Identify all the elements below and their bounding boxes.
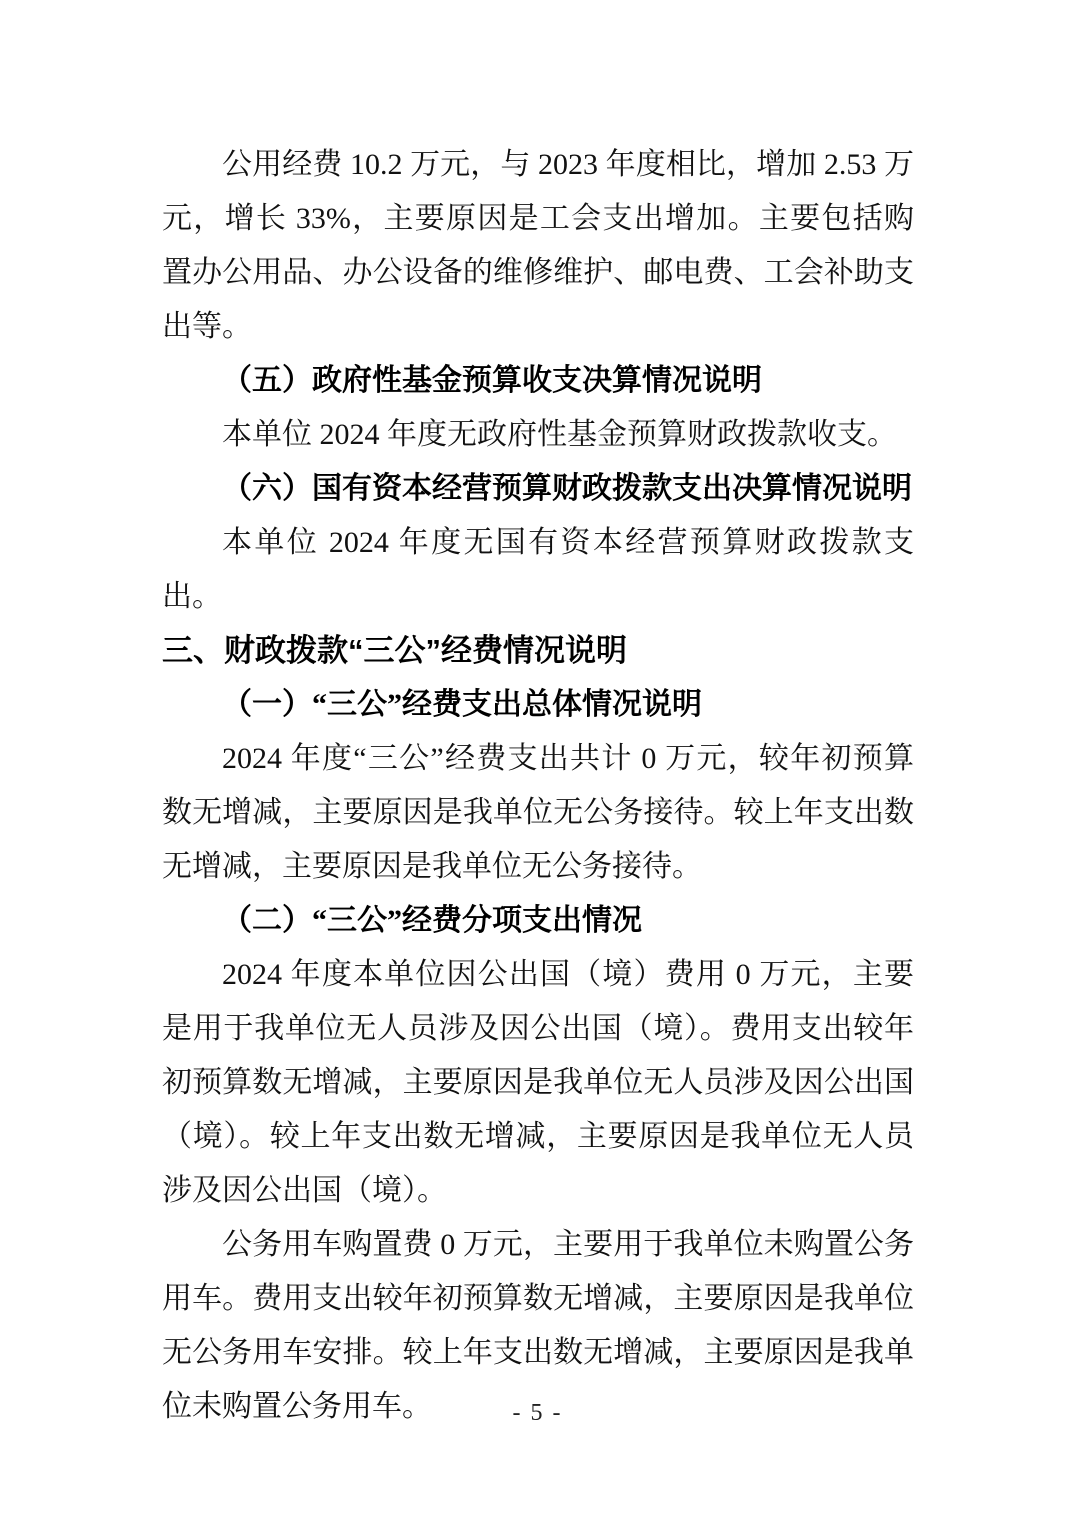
section-heading: （五）政府性基金预算收支决算情况说明 <box>222 364 762 397</box>
paragraph: 2024 年度“三公”经费支出共计 0 万元，较年初预算数无增减，主要原因是我单位无公务接待。较上年支出数无增减，主要原因是我单位无公务接待。 <box>162 742 914 883</box>
page-footer <box>0 1398 1075 1428</box>
document-body <box>162 138 914 1434</box>
section-heading: （一）“三公”经费支出总体情况说明 <box>222 688 702 721</box>
paragraph: 本单位 2024 年度无政府性基金预算财政拨款收支。 <box>222 418 897 451</box>
paragraph: 公用经费 10.2 万元，与 2023 年度相比，增加 2.53 万元，增长 33%，主要原因是工会支出增加。主要包括购置办公用品、办公设备的维修维护、邮电费、工会补助支出等。 <box>162 148 914 343</box>
section-heading: 三、财政拨款“三公”经费情况说明 <box>162 633 627 668</box>
section-heading: （六）国有资本经营预算财政拨款支出决算情况说明 <box>222 472 912 505</box>
paragraph: 公务用车购置费 0 万元，主要用于我单位未购置公务用车。费用支出较年初预算数无增减，主要原因是我单位无公务用车安排。较上年支出数无增减，主要原因是我单位未购置公务用车。 <box>162 1228 914 1423</box>
page-number: - 5 - <box>512 1400 563 1426</box>
paragraph: 2024 年度本单位因公出国（境）费用 0 万元，主要是用于我单位无人员涉及因公出国（境）。费用支出较年初预算数无增减，主要原因是我单位无人员涉及因公出国（境）。较上年支出数无增减，主要原因是我单位无人员涉及因公出国（境）。 <box>162 958 914 1207</box>
section-heading: （二）“三公”经费分项支出情况 <box>222 904 642 937</box>
paragraph: 本单位 2024 年度无国有资本经营预算财政拨款支出。 <box>162 526 914 613</box>
